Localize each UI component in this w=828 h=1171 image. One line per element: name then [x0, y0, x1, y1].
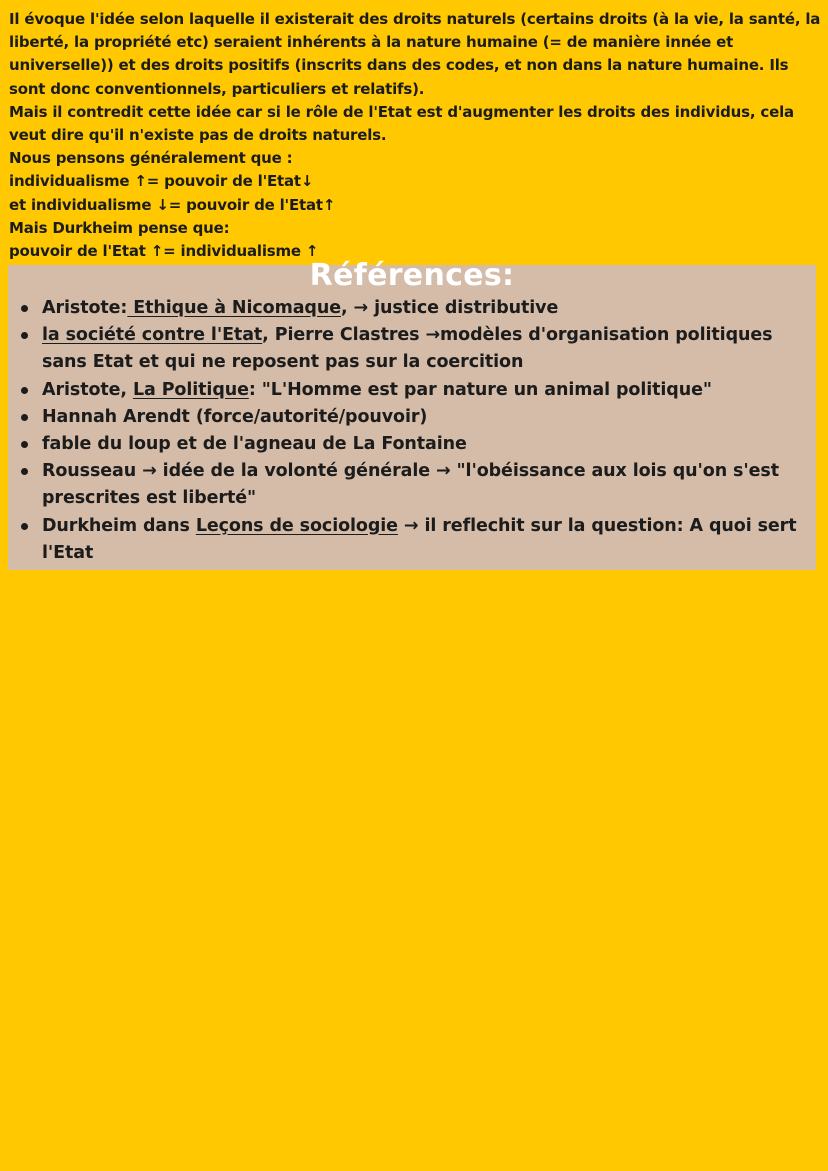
- reference-item-aristote-politique: [42, 377, 816, 404]
- intro-line-equation-1: individualisme ↑= pouvoir de l'Etat↓: [9, 172, 314, 191]
- reference-item-la-fontaine: [42, 431, 816, 458]
- reference-text: , Pierre Clastres →modèles d'organisation politiques sans Etat et qui ne reposent pas sur la coercition: [42, 325, 773, 373]
- reference-text: Rousseau → idée de la volonté générale → "l'obéissance aux lois qu'on s'est prescrites est liberté": [42, 461, 779, 509]
- reference-item-clastres: [42, 322, 816, 376]
- references-list: [8, 295, 816, 567]
- reference-text: Aristote,: [42, 379, 133, 400]
- reference-text: : "L'Homme est par nature un animal politique": [248, 379, 712, 400]
- reference-item-aristote-ethique: [42, 295, 816, 322]
- reference-item-arendt: [42, 404, 816, 431]
- reference-book-title: La Politique: [132, 379, 249, 400]
- reference-book-title: Ethique à Nicomaque: [127, 298, 341, 318]
- intro-paragraph-contradiction: Mais il contredit cette idée car si le rôle de l'Etat est d'augmenter les droits des individus, cela veut dire qu'il n'existe pas de droits naturels.: [9, 102, 794, 145]
- intro-line-common-belief: Nous pensons généralement que :: [9, 149, 293, 168]
- intro-line-durkheim: Mais Durkheim pense que:: [9, 218, 230, 237]
- reference-text: , → justice distributive: [340, 298, 559, 318]
- reference-item-durkheim: [42, 513, 816, 567]
- reference-text: fable du loup et de l'agneau de La Fontaine: [42, 434, 467, 455]
- reference-text: Aristote:: [42, 298, 128, 318]
- reference-text: Durkheim dans: [42, 515, 196, 536]
- intro-text-block: [9, 8, 821, 263]
- reference-book-title: la société contre l'Etat: [42, 325, 263, 346]
- intro-paragraph-natural-rights: Il évoque l'idée selon laquelle il existerait des droits naturels (certains droits (à la vie, la santé, la liberté, la propriété etc) seraient inhérents à la nature humaine (= de manière innée et universelle)) et des droits positifs (inscrits dans des codes, et non dans la nature humaine. Ils sont donc conventionnels, particuliers et relatifs).: [9, 10, 821, 98]
- references-title: Références:: [309, 258, 515, 293]
- reference-text: Hannah Arendt (force/autorité/pouvoir): [42, 406, 428, 427]
- intro-line-equation-2: et individualisme ↓= pouvoir de l'Etat↑: [9, 195, 336, 214]
- reference-item-rousseau: [42, 458, 816, 512]
- reference-book-title: Leçons de sociologie: [195, 515, 398, 536]
- intro-line-equation-3: pouvoir de l'Etat ↑= individualisme ↑: [9, 242, 319, 261]
- references-box: [8, 258, 816, 570]
- reference-text: → il reflechit sur la question: A quoi sert l'Etat: [42, 515, 797, 563]
